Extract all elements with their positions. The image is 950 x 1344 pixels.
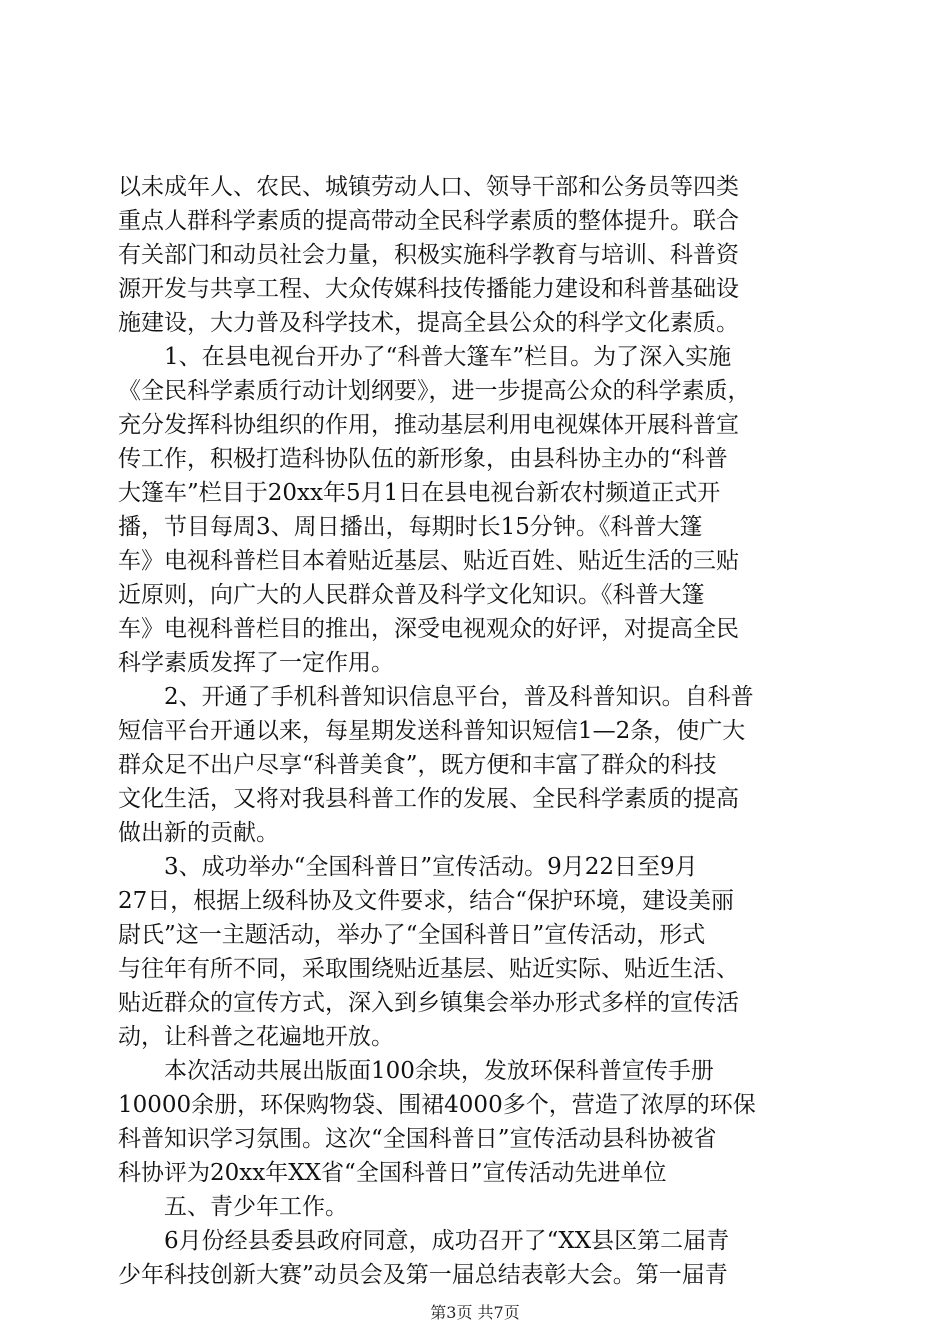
text-line: 《全民科学素质行动计划纲要》，进一步提高公众的科学素质，	[118, 378, 751, 404]
text-line: 大篷车”栏目于20xx年5月1日在县电视台新农村频道正式开	[118, 480, 721, 506]
text-line: 源开发与共享工程、大众传媒科技传播能力建设和科普基础设	[118, 276, 739, 302]
text-line: 传工作，积极打造科协队伍的新形象，由县科协主办的“科普	[118, 446, 728, 472]
text-line: 科学素质发挥了一定作用。	[118, 650, 394, 676]
text-line: 充分发挥科协组织的作用，推动基层利用电视媒体开展科普宣	[118, 412, 739, 438]
text-line: 动，让科普之花遍地开放。	[118, 1024, 394, 1050]
text-line: 文化生活，又将对我县科普工作的发展、全民科学素质的提高	[118, 786, 739, 812]
text-line: 贴近群众的宣传方式，深入到乡镇集会举办形式多样的宣传活	[118, 990, 739, 1016]
text-line: 车》电视科普栏目本着贴近基层、贴近百姓、贴近生活的三贴	[118, 548, 739, 574]
text-line: 重点人群科学素质的提高带动全民科学素质的整体提升。联合	[118, 208, 739, 234]
text-line: 少年科技创新大赛”动员会及第一届总结表彰大会。第一届青	[118, 1262, 728, 1288]
text-line: 以未成年人、农民、城镇劳动人口、领导干部和公务员等四类	[118, 174, 739, 200]
text-line: 群众足不出户尽享“科普美食”，既方便和丰富了群众的科技	[118, 752, 717, 778]
text-line: 2、开通了手机科普知识信息平台，普及科普知识。自科普	[118, 684, 754, 710]
text-line: 科协评为20xx年XX省“全国科普日”宣传活动先进单位	[118, 1160, 667, 1186]
text-line: 播，节目每周3、周日播出，每期时长15分钟。《科普大篷	[118, 514, 703, 540]
text-line: 科普知识学习氛围。这次“全国科普日”宣传活动县科协被省	[118, 1126, 717, 1152]
text-line: 3、成功举办“全国科普日”宣传活动。9月22日至9月	[118, 854, 698, 880]
text-line: 近原则，向广大的人民群众普及科学文化知识。《科普大篷	[118, 582, 705, 608]
text-line: 本次活动共展出版面100余块，发放环保科普宣传手册	[118, 1058, 714, 1084]
text-line: 1、在县电视台开办了“科普大篷车”栏目。为了深入实施	[118, 344, 732, 370]
text-line: 短信平台开通以来，每星期发送科普知识短信1—2条，使广大	[118, 718, 746, 744]
text-line: 有关部门和动员社会力量，积极实施科学教育与培训、科普资	[118, 242, 739, 268]
text-line: 做出新的贡献。	[118, 820, 279, 846]
text-line: 尉氏”这一主题活动，举办了“全国科普日”宣传活动，形式	[118, 922, 706, 948]
page-footer: 第3页 共7页	[430, 1303, 520, 1322]
text-line: 27日，根据上级科协及文件要求，结合“保护环境，建设美丽	[118, 888, 735, 914]
text-line: 10000余册，环保购物袋、围裙4000多个，营造了浓厚的环保	[118, 1092, 756, 1118]
text-line: 施建设，大力普及科学技术，提高全县公众的科学文化素质。	[118, 310, 739, 336]
text-line: 6月份经县委县政府同意，成功召开了“XX县区第二届青	[118, 1228, 730, 1254]
text-line: 与往年有所不同，采取围绕贴近基层、贴近实际、贴近生活、	[118, 956, 739, 982]
text-line: 车》电视科普栏目的推出，深受电视观众的好评，对提高全民	[118, 616, 739, 642]
text-line: 五、青少年工作。	[118, 1194, 348, 1220]
